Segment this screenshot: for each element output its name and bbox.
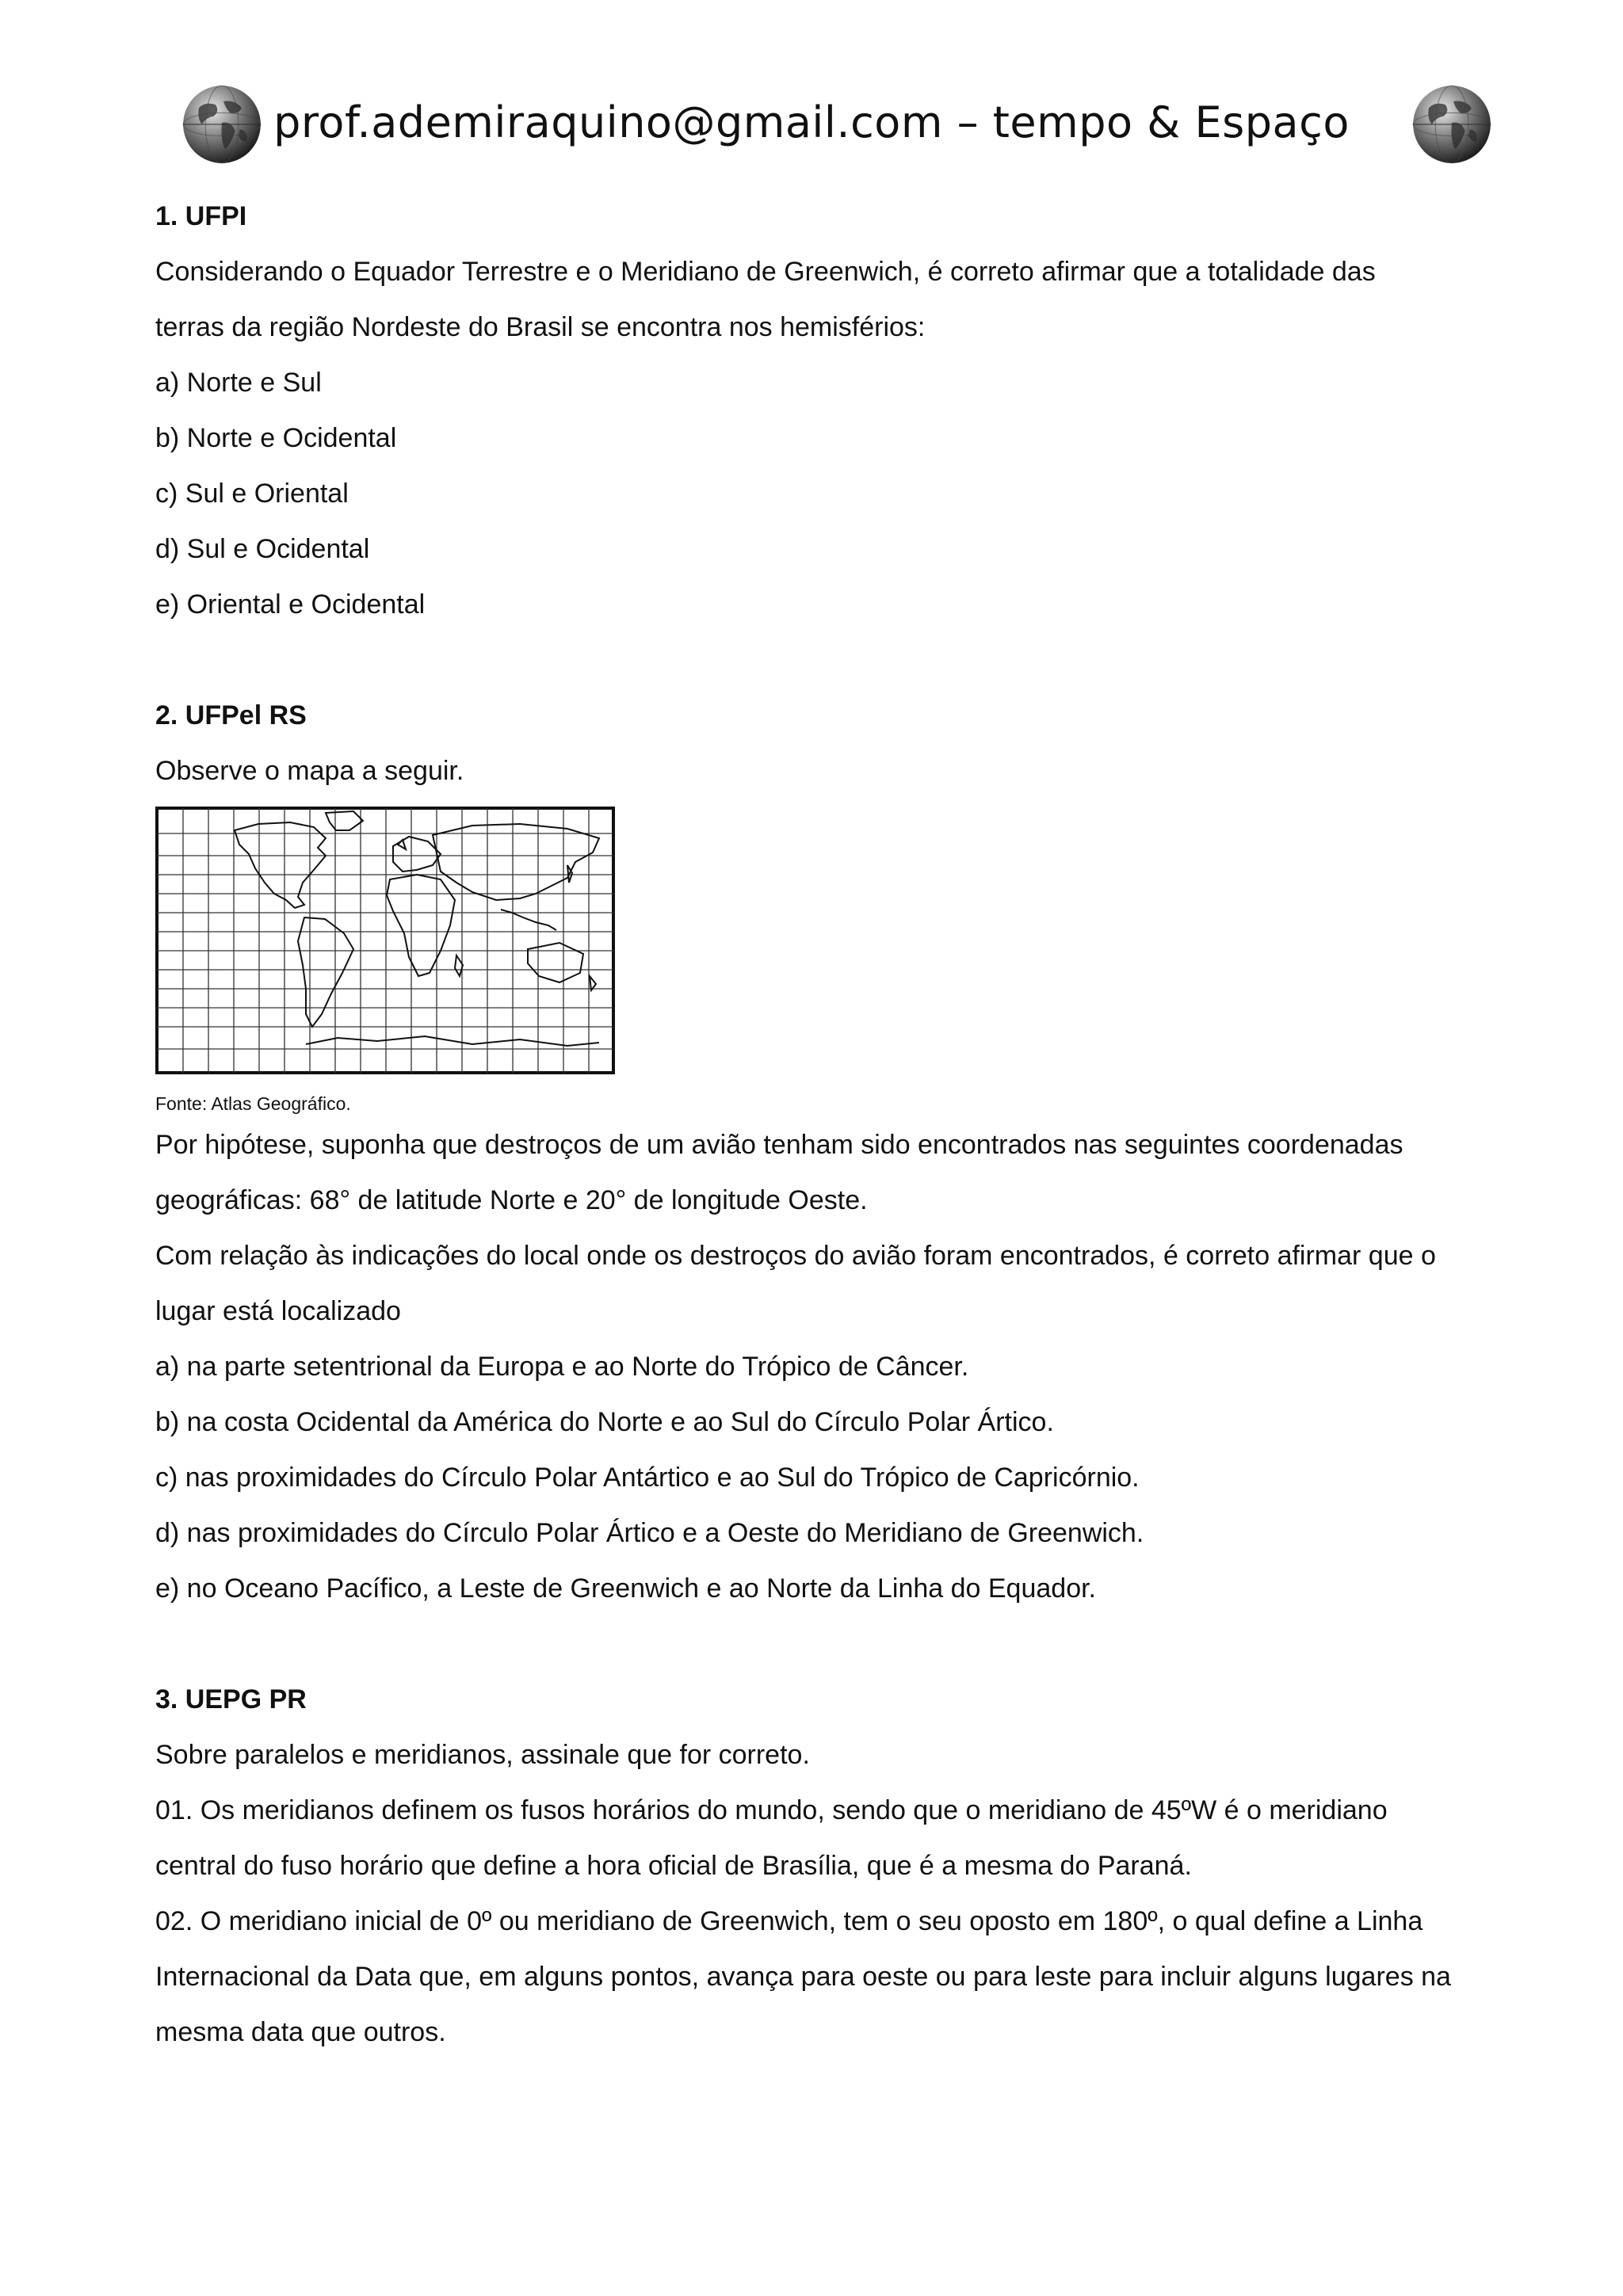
question-3-intro: Sobre paralelos e meridianos, assinale que for correto. [155, 1740, 810, 1770]
question-3-text-line: mesma data que outros. [155, 2017, 446, 2047]
question-2-text-line: lugar está localizado [155, 1296, 401, 1326]
page-header [0, 75, 1623, 186]
question-2-title: 2. UFPel RS [155, 700, 307, 730]
world-map-figure [155, 807, 615, 1074]
map-caption: Fonte: Atlas Geográfico. [155, 1093, 351, 1114]
question-1-option-a: a) Norte e Sul [155, 368, 322, 398]
question-3-text-line: 02. O meridiano inicial de 0º ou meridiano de Greenwich, tem o seu oposto em 180º, o qual define a Linha [155, 1906, 1423, 1936]
globe-icon [1411, 83, 1493, 166]
question-3-title: 3. UEPG PR [155, 1684, 307, 1714]
question-1-text-line: Considerando o Equador Terrestre e o Meridiano de Greenwich, é correto afirmar que a totalidade das [155, 257, 1376, 287]
question-1-option-e: e) Oriental e Ocidental [155, 589, 426, 620]
question-1-text-line: terras da região Nordeste do Brasil se encontra nos hemisférios: [155, 312, 926, 342]
header-title: prof.ademiraquino@gmail.com – tempo & Espaço [273, 97, 1350, 147]
question-3-text-line: 01. Os meridianos definem os fusos horários do mundo, sendo que o meridiano de 45ºW é o meridiano [155, 1795, 1388, 1825]
question-2-option-b: b) na costa Ocidental da América do Norte e ao Sul do Círculo Polar Ártico. [155, 1407, 1054, 1437]
document-body [155, 189, 1487, 2060]
question-2-text-line: geográficas: 68° de latitude Norte e 20° de longitude Oeste. [155, 1185, 868, 1215]
question-1-option-b: b) Norte e Ocidental [155, 423, 397, 453]
question-2-text-line: Com relação às indicações do local onde os destroços do avião foram encontrados, é correto afirmar que o [155, 1241, 1436, 1271]
question-2-text-line: Por hipótese, suponha que destroços de um avião tenham sido encontrados nas seguintes coordenadas [155, 1130, 1403, 1160]
question-2-intro: Observe o mapa a seguir. [155, 756, 464, 786]
world-map [155, 807, 615, 1074]
question-2-option-d: d) nas proximidades do Círculo Polar Ártico e a Oeste do Meridiano de Greenwich. [155, 1518, 1144, 1548]
question-2-option-a: a) na parte setentrional da Europa e ao Norte do Trópico de Câncer. [155, 1352, 969, 1382]
question-2-option-e: e) no Oceano Pacífico, a Leste de Greenwich e ao Norte da Linha do Equador. [155, 1573, 1096, 1604]
question-1-title: 1. UFPI [155, 201, 247, 231]
question-1-option-d: d) Sul e Ocidental [155, 534, 370, 564]
question-3-text-line: Internacional da Data que, em alguns pontos, avança para oeste ou para leste para incluir alguns lugares na [155, 1962, 1451, 1992]
question-3-text-line: central do fuso horário que define a hora oficial de Brasília, que é a mesma do Paraná. [155, 1851, 1192, 1881]
question-2-option-c: c) nas proximidades do Círculo Polar Antártico e ao Sul do Trópico de Capricórnio. [155, 1463, 1140, 1493]
question-1-option-c: c) Sul e Oriental [155, 479, 349, 509]
